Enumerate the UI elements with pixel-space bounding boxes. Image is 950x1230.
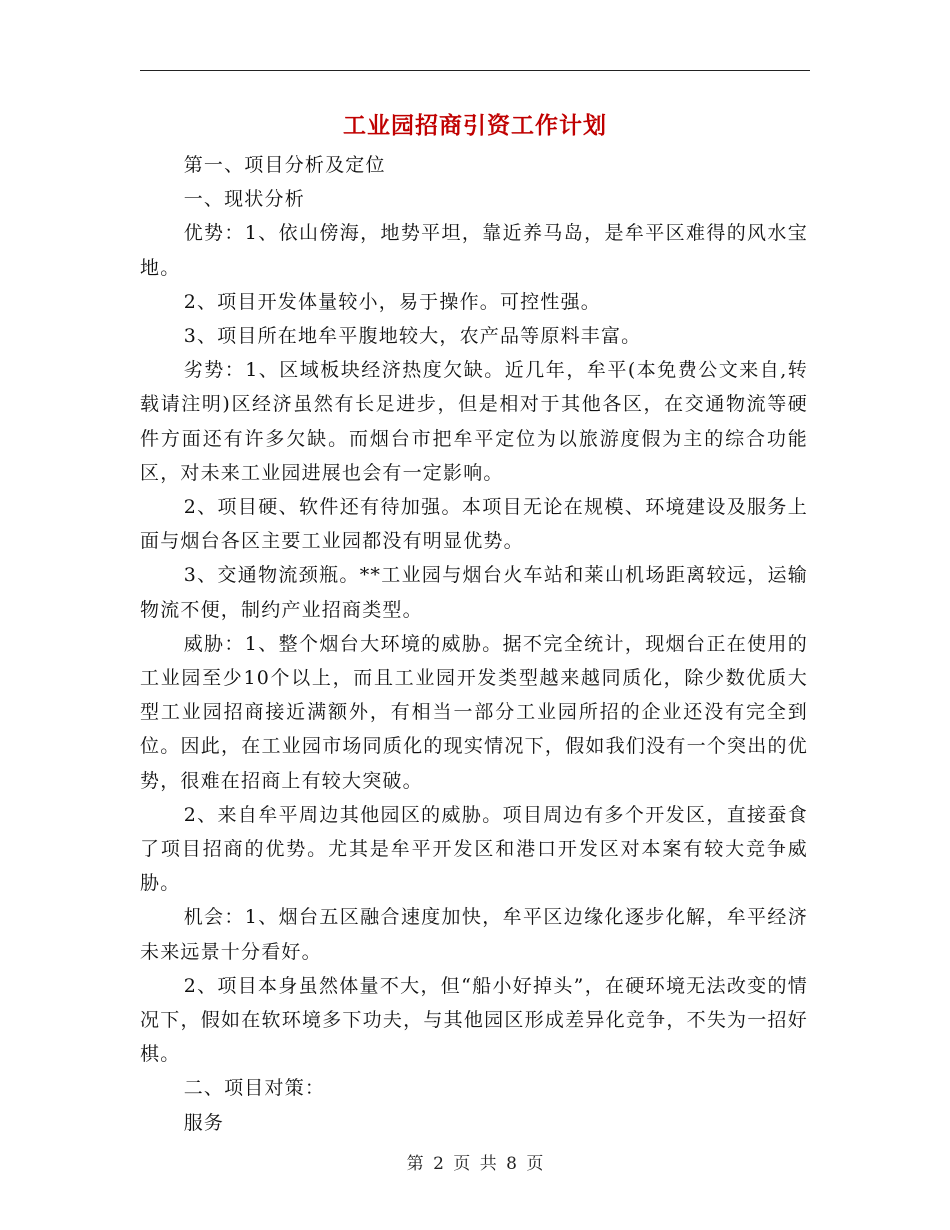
paragraph: 2、项目本身虽然体量不大，但“船小好掉头”，在硬环境无法改变的情况下，假如在软环境多下功夫，与其他园区形成差异化竞争，不失为一招好棋。: [140, 974, 808, 1066]
paragraph: 2、项目硬、软件还有待加强。本项目无论在规模、环境建设及服务上面与烟台各区主要工业园都没有明显优势。: [140, 496, 808, 553]
paragraph: 2、项目开发体量较小，易于操作。可控性强。: [183, 290, 601, 313]
document-title: 工业园招商引资工作计划: [343, 112, 607, 139]
paragraph: 优势：1、依山傍海，地势平坦，靠近养马岛，是牟平区难得的风水宝地。: [140, 222, 808, 279]
document-body: [140, 148, 808, 1140]
paragraph: 3、项目所在地牟平腹地较大，农产品等原料丰富。: [183, 325, 642, 348]
paragraph: 3、交通物流颈瓶。**工业园与烟台火车站和莱山机场距离较远，运输物流不便，制约产业招商类型。: [140, 564, 808, 621]
header-rule: [140, 70, 810, 71]
paragraph: 威胁：1、整个烟台大环境的威胁。据不完全统计，现烟台正在使用的工业园至少10个以上，而且工业园开发类型越来越同质化，除少数优质大型工业园招商接近满额外，有相当一部分工业园所招的企业还没有完全到位。因此，在工业园市场同质化的现实情况下，假如我们没有一个突出的优势，很难在招商上有较大突破。: [140, 632, 808, 792]
paragraph: 劣势：1、区域板块经济热度欠缺。近几年，牟平(本免费公文来自,转载请注明)区经济虽然有长足进步，但是相对于其他各区，在交通物流等硬件方面还有许多欠缺。而烟台市把牟平定位为以旅游度假为主的综合功能区，对未来工业园进展也会有一定影响。: [140, 359, 808, 484]
paragraph: 2、来自牟平周边其他园区的威胁。项目周边有多个开发区，直接蚕食了项目招商的优势。尤其是牟平开发区和港口开发区对本案有较大竞争威胁。: [140, 803, 808, 895]
paragraph: 服务: [183, 1111, 225, 1134]
paragraph: 第一、项目分析及定位: [183, 154, 386, 176]
paragraph: 二、项目对策：: [183, 1077, 326, 1100]
paragraph: 一、现状分析: [183, 188, 305, 211]
paragraph: 机会：1、烟台五区融合速度加快，牟平区边缘化逐步化解，牟平经济未来远景十分看好。: [140, 906, 808, 963]
page-number-footer: 第 2 页 共 8 页: [406, 1154, 544, 1174]
